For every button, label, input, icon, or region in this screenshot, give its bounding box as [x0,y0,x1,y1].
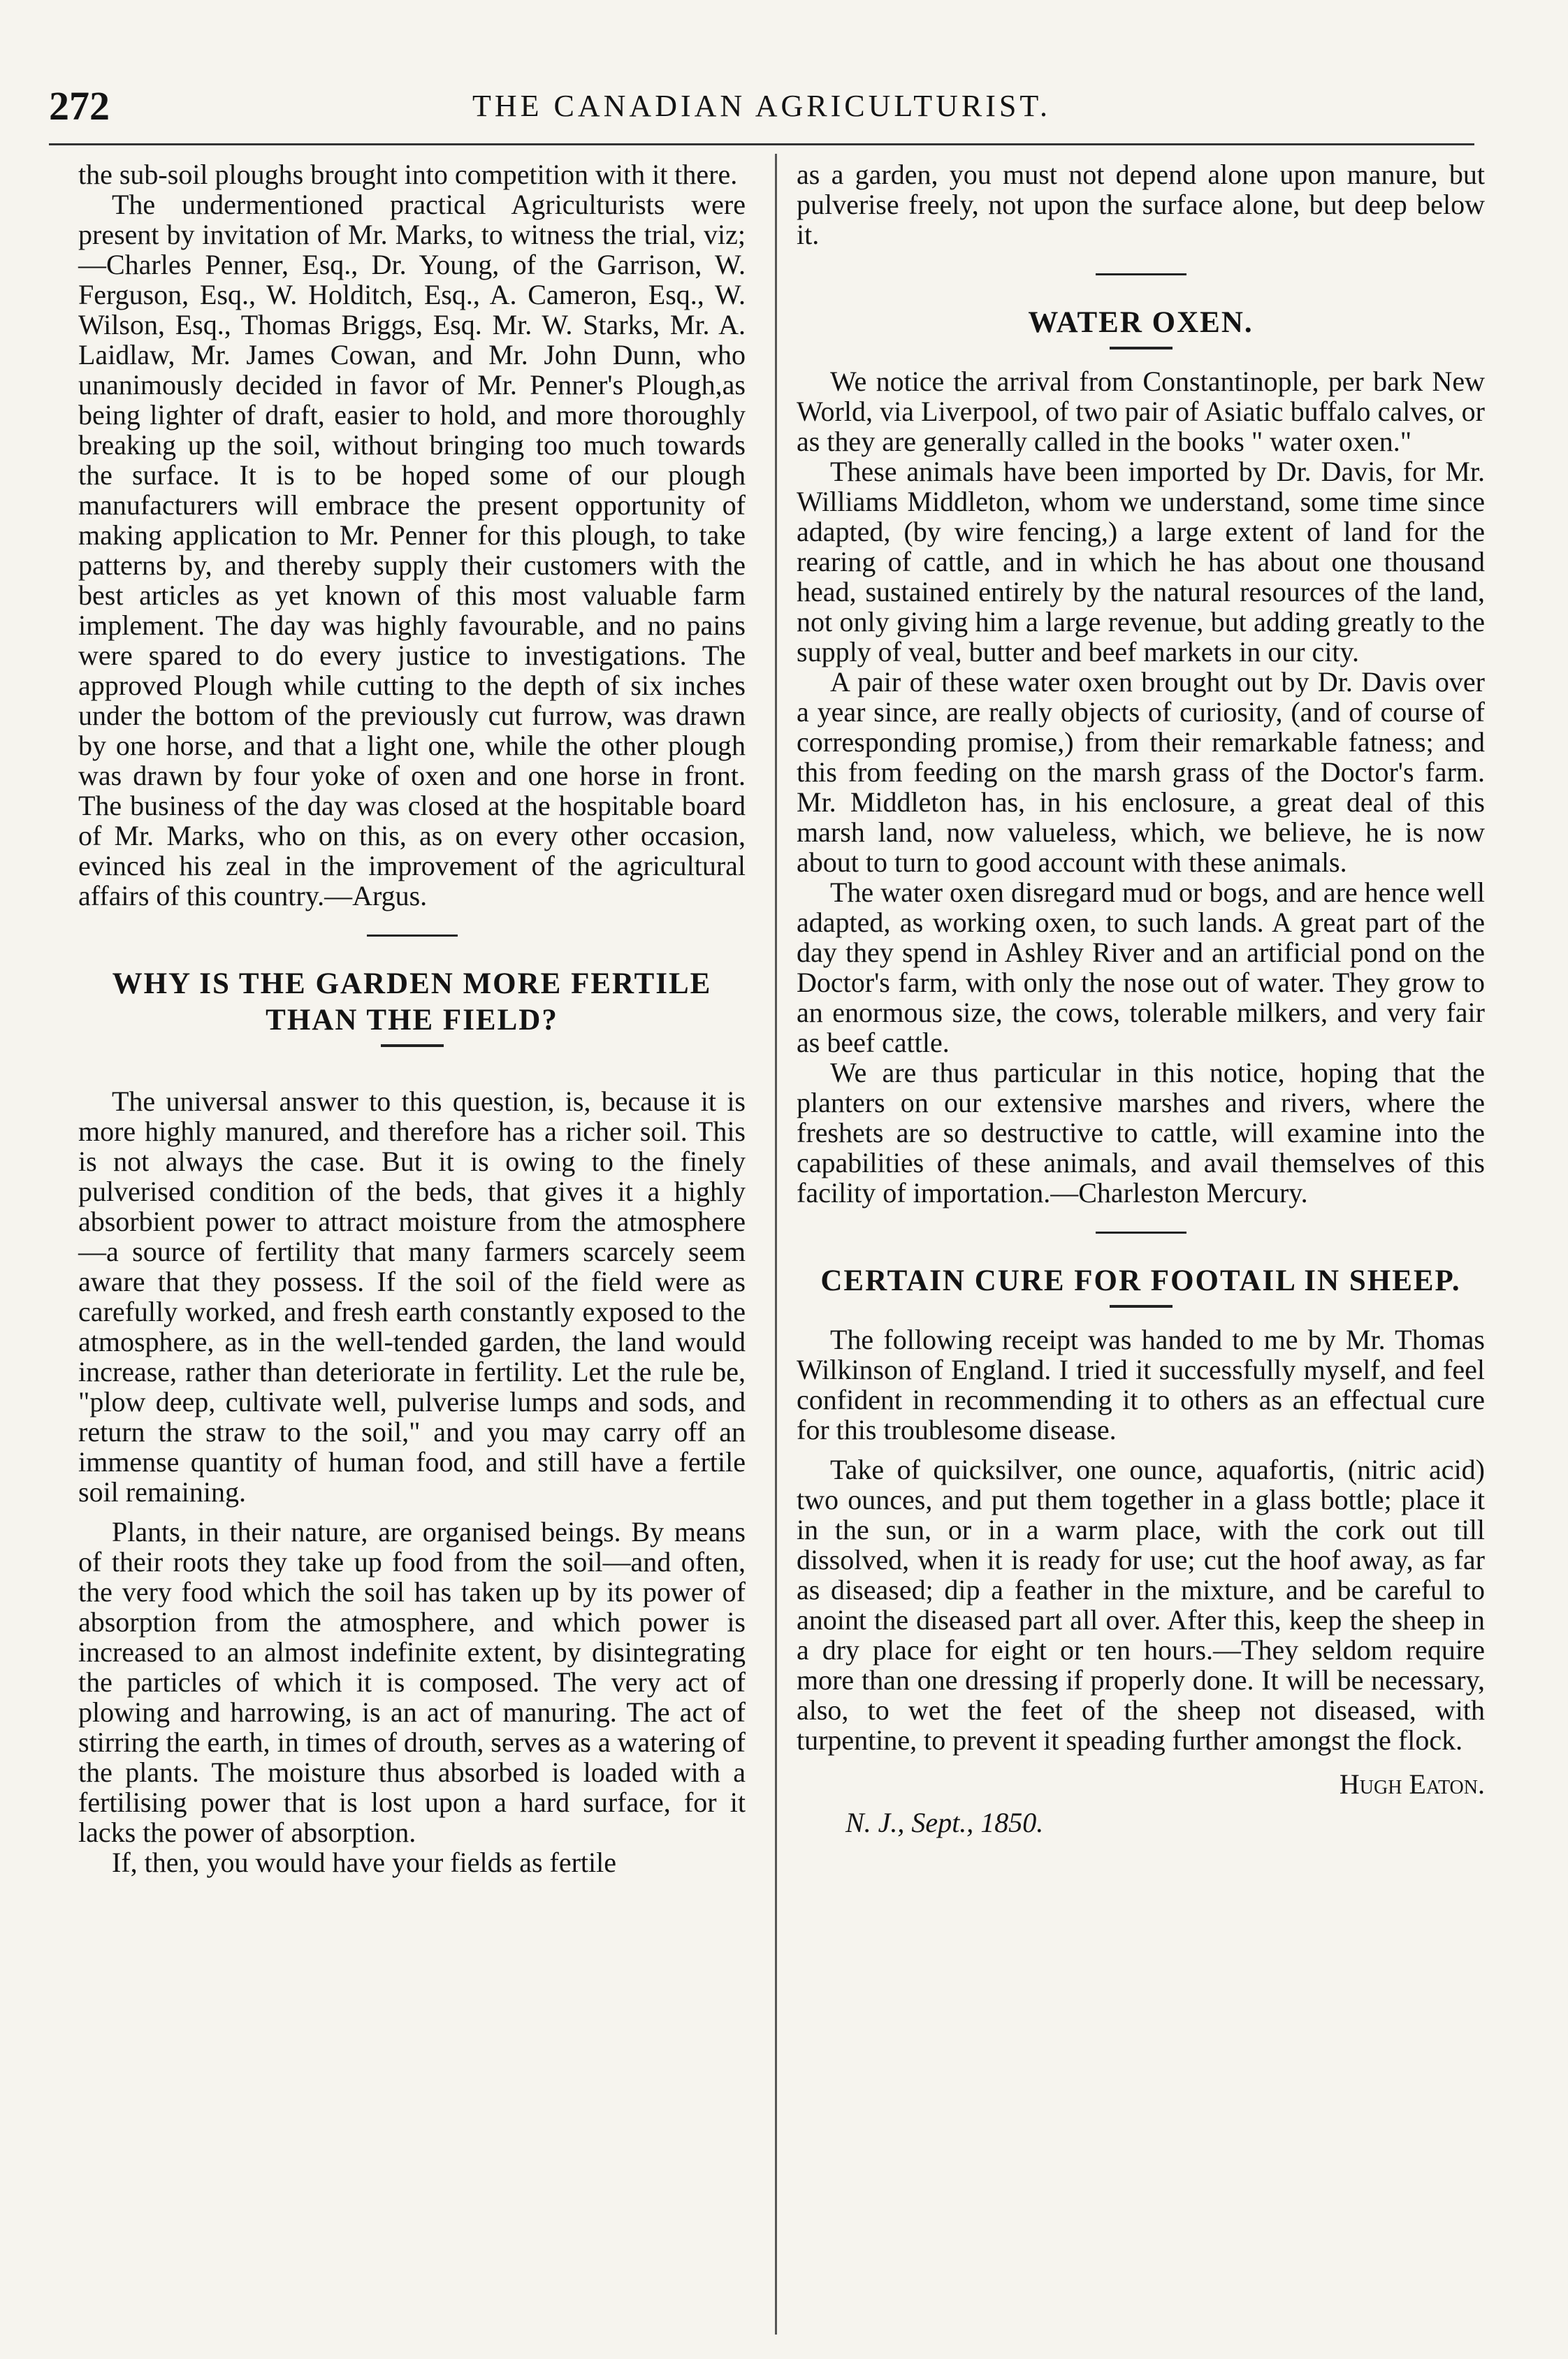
title-rule [1110,1305,1173,1308]
plough-trial-paragraph: The undermentioned practical Agriculturists were present by invitation of Mr. Marks, to witness the trial, viz;—Charles Penner, Esq., Dr. Young, of the Garrison, W. Ferguson, Esq., W. Holditch, Esq., A. Cameron, Esq., W. Wilson, Esq., Thomas Briggs, Esq. Mr. W. Starks, Mr. A. Laidlaw, Mr. James Cowan, and Mr. John Dunn, who unanimously decided in favor of Mr. Penner's Plough,as being lighter of draft, easier to hold, and more thoroughly breaking up the soil, without bringing too much towards the surface. It is to be hoped some of our plough manufacturers will embrace the present opportunity of making application to Mr. Penner for this plough, to take patterns by, and thereby supply their customers with the best articles as yet known of this most valuable farm implement. The day was highly favourable, and no pains were spared to do every justice to investigations. The approved Plough while cutting to the depth of six inches under the bottom of the previously cut furrow, was drawn by one horse, and that a light one, while the other plough was drawn by four yoke of oxen and one horse in front. The business of the day was closed at the hospitable board of Mr. Marks, who on this, as on every other occasion, evinced his zeal in the improvement of the agricultural affairs of this country.—Argus. [78,189,746,911]
oxen-paragraph-3: A pair of these water oxen brought out by Dr. Davis over a year since, are really objects of curiosity, (and of course of corresponding promise,) from their remarkable fatness; and this from feeding on the marsh grass of the Doctor's farm. Mr. Middleton has, in his enclosure, a great deal of this marsh land, now valueless, which, we believe, he is now about to turn to good account with these animals. [797,666,1485,878]
water-oxen-title: WATER OXEN. [1028,306,1254,339]
dateline: N. J., Sept., 1850. [845,1807,1044,1838]
section-divider [1096,273,1186,275]
header-rule [49,143,1474,145]
left-column [78,159,746,1877]
oxen-paragraph-1: We notice the arrival from Constantinople, per bark New World, via Liverpool, of two pair of Asiatic buffalo calves, or as they are generally called in the books " water oxen." [797,366,1485,457]
cure-paragraph-1: The following receipt was handed to me by Mr. Thomas Wilkinson of England. I tried it successfully myself, and feel confident in recommending it to others as an effectual cure for this troublesome disease. [797,1324,1485,1445]
cure-paragraph-2: Take of quicksilver, one ounce, aquafortis, (nitric acid) two ounces, and put them together in a glass bottle; place it in the sun, or in a warm place, with the cork out till dissolved, when it is ready for use; cut the hoof away, as far as diseased; dip a feather in the mixture, and be careful to anoint the diseased part all over. After this, keep the sheep in a dry place for eight or ten hours.—They seldom require more than one dressing if properly done. It will be necessary, also, to wet the feet of the sheep not diseased, with turpentine, to prevent it speading further amongst the flock. [797,1454,1485,1756]
title-rule [1110,347,1173,349]
column-divider [775,154,777,2335]
author-signature: Hugh Eaton. [1339,1768,1485,1800]
garden-paragraph-2: Plants, in their nature, are organised beings. By means of their roots they take up food from the soil—and often, the very food which the soil has taken up by its power of absorption from the atmosphere, and which power is increased to an almost indefinite extent, by disintegrating the particles of which it is composed. The very act of plowing and harrowing, is an act of manuring. The act of stirring the earth, in times of drouth, serves as a watering of the plants. The moisture thus absorbed is loaded with a fertilising power that is lost upon a hard surface, for it lacks the power of absorption. [78,1516,746,1848]
page-header [49,82,1474,138]
oxen-paragraph-4: The water oxen disregard mud or bogs, and are hence well adapted, as working oxen, to such lands. A great part of the day they spend in Ashley River and an artificial pond on the Doctor's farm, with only the nose out of water. They grow to an enormous size, the cows, tolerable milkers, and very fair as beef cattle. [797,876,1485,1058]
garden-continuation: as a garden, you must not depend alone upon manure, but pulverise freely, not upon the surface alone, but deep below it. [797,159,1485,250]
footail-cure-title: CERTAIN CURE FOR FOOTAIL IN SHEEP. [820,1264,1461,1297]
garden-paragraph-1: The universal answer to this question, is, because it is more highly manured, and therefore has a richer soil. This is not always the case. But it is owing to the finely pulverised condition of the beds, that gives it a highly absorbient power to attract moisture from the atmosphere—a source of fertility that many farmers scarcely seem aware that they possess. If the soil of the field were as carefully worked, and fresh earth constantly exposed to the atmosphere, as in the well-tended garden, the land would increase, rather than deteriorate in fertility. Let the rule be, "plow deep, cultivate well, pulverise lumps and sods, and return the straw to the soil," and you may carry off an immense quantity of human food, and still have a fertile soil remaining. [78,1085,746,1508]
section-divider [1096,1232,1186,1234]
running-head: THE CANADIAN AGRICULTURIST. [472,89,1051,123]
right-column [797,159,1485,1838]
oxen-paragraph-5: We are thus particular in this notice, hoping that the planters on our extensive marshes and rivers, where the freshets are so destructive to cattle, will examine into the capabilities of these animals, and avail themselves of this facility of importation.—Charleston Mercury. [797,1057,1485,1209]
garden-article-title: WHY IS THE GARDEN MORE FERTILE THAN THE FIELD? [112,967,712,1037]
garden-paragraph-3: If, then, you would have your fields as fertile [112,1847,617,1878]
section-divider [367,935,458,937]
title-rule [381,1044,444,1047]
plough-continuation: the sub-soil ploughs brought into competition with it there. [78,159,738,190]
page-number: 272 [49,83,110,129]
oxen-paragraph-2: These animals have been imported by Dr. Davis, for Mr. Williams Middleton, whom we understand, some time since adapted, (by wire fencing,) a large extent of land for the rearing of cattle, and in which he has about one thousand head, sustained entirely by the natural resources of the land, not only giving him a large revenue, but adding greatly to the supply of veal, butter and beef markets in our city. [797,456,1485,668]
